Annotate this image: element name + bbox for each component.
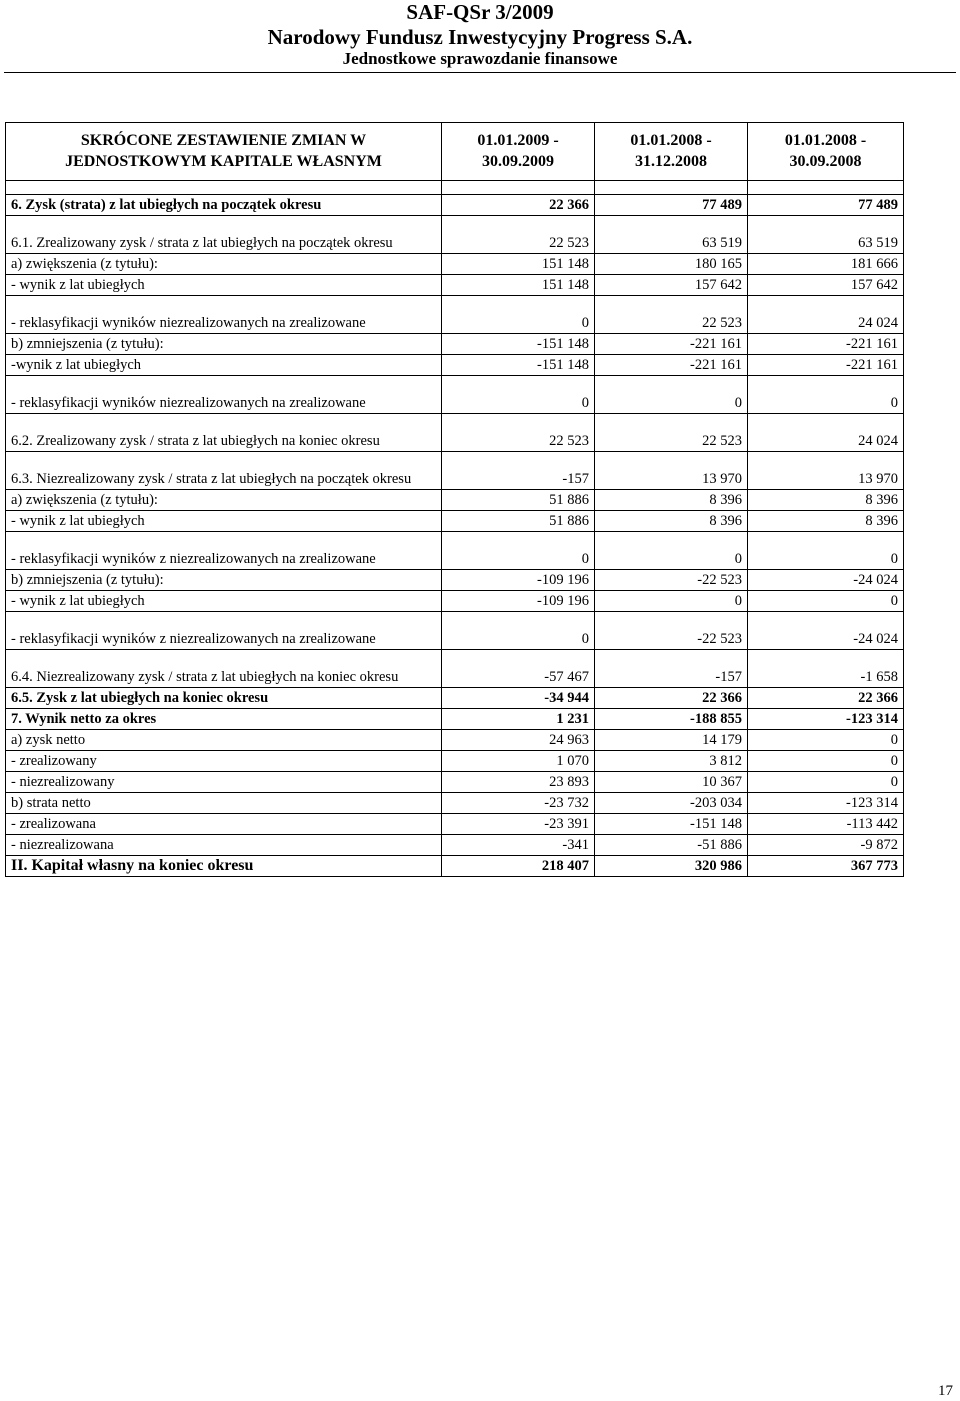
column-header: 01.01.2009 - 30.09.2009 bbox=[442, 123, 595, 181]
row-value: -34 944 bbox=[442, 688, 595, 709]
table-row bbox=[6, 650, 904, 688]
row-value: 22 523 bbox=[442, 216, 595, 254]
table-row bbox=[6, 730, 904, 751]
row-label: a) zysk netto bbox=[6, 730, 442, 751]
row-label: II. Kapitał własny na koniec okresu bbox=[6, 856, 442, 877]
row-value: 367 773 bbox=[748, 856, 904, 877]
row-value: 24 024 bbox=[748, 296, 904, 334]
table-row bbox=[6, 414, 904, 452]
row-value: -24 024 bbox=[748, 612, 904, 650]
row-value: -22 523 bbox=[595, 612, 748, 650]
table-row bbox=[6, 490, 904, 511]
row-value: 14 179 bbox=[595, 730, 748, 751]
row-label: 6.1. Zrealizowany zysk / strata z lat ubiegłych na początek okresu bbox=[6, 216, 442, 254]
row-value: -109 196 bbox=[442, 570, 595, 591]
row-value: 0 bbox=[442, 296, 595, 334]
row-value: -123 314 bbox=[748, 793, 904, 814]
table-row bbox=[6, 275, 904, 296]
table-row bbox=[6, 532, 904, 570]
row-value: -109 196 bbox=[442, 591, 595, 612]
row-label: - zrealizowana bbox=[6, 814, 442, 835]
row-value: 3 812 bbox=[595, 751, 748, 772]
table-title: SKRÓCONE ZESTAWIENIE ZMIAN W JEDNOSTKOWYM KAPITALE WŁASNYM bbox=[6, 123, 442, 181]
row-value: -221 161 bbox=[595, 334, 748, 355]
row-label: - wynik z lat ubiegłych bbox=[6, 511, 442, 532]
row-value: -23 732 bbox=[442, 793, 595, 814]
row-value: 10 367 bbox=[595, 772, 748, 793]
row-value: 13 970 bbox=[595, 452, 748, 490]
column-header: 01.01.2008 - 30.09.2008 bbox=[748, 123, 904, 181]
row-value: 22 366 bbox=[595, 688, 748, 709]
row-value: 13 970 bbox=[748, 452, 904, 490]
row-label: - wynik z lat ubiegłych bbox=[6, 591, 442, 612]
row-value: 77 489 bbox=[748, 195, 904, 216]
row-value: 0 bbox=[442, 612, 595, 650]
row-value: 22 366 bbox=[442, 195, 595, 216]
spacer-cell bbox=[595, 181, 748, 195]
row-label: 6.3. Niezrealizowany zysk / strata z lat ubiegłych na początek okresu bbox=[6, 452, 442, 490]
row-value: 157 642 bbox=[748, 275, 904, 296]
row-value: 0 bbox=[748, 376, 904, 414]
row-value: 24 024 bbox=[748, 414, 904, 452]
row-label: - reklasyfikacji wyników z niezrealizowanych na zrealizowane bbox=[6, 612, 442, 650]
row-value: 63 519 bbox=[595, 216, 748, 254]
row-value: 0 bbox=[595, 532, 748, 570]
row-value: -151 148 bbox=[442, 355, 595, 376]
row-value: -24 024 bbox=[748, 570, 904, 591]
row-value: -221 161 bbox=[748, 334, 904, 355]
row-value: -151 148 bbox=[595, 814, 748, 835]
spacer-row bbox=[6, 181, 904, 195]
row-value: 151 148 bbox=[442, 254, 595, 275]
row-value: 0 bbox=[748, 532, 904, 570]
row-value: 181 666 bbox=[748, 254, 904, 275]
row-value: 0 bbox=[748, 730, 904, 751]
row-value: 1 070 bbox=[442, 751, 595, 772]
table-row bbox=[6, 254, 904, 275]
table-row bbox=[6, 296, 904, 334]
row-value: 151 148 bbox=[442, 275, 595, 296]
row-value: 0 bbox=[595, 591, 748, 612]
row-label: - niezrealizowany bbox=[6, 772, 442, 793]
row-label: - reklasyfikacji wyników z niezrealizowanych na zrealizowane bbox=[6, 532, 442, 570]
row-value: 24 963 bbox=[442, 730, 595, 751]
row-value: -22 523 bbox=[595, 570, 748, 591]
row-label: - reklasyfikacji wyników niezrealizowanych na zrealizowane bbox=[6, 376, 442, 414]
table-header-row bbox=[6, 123, 904, 181]
table-row bbox=[6, 793, 904, 814]
row-label: - niezrealizowana bbox=[6, 835, 442, 856]
row-label: - reklasyfikacji wyników niezrealizowanych na zrealizowane bbox=[6, 296, 442, 334]
table-row bbox=[6, 376, 904, 414]
row-value: 218 407 bbox=[442, 856, 595, 877]
row-label: 6.2. Zrealizowany zysk / strata z lat ubiegłych na koniec okresu bbox=[6, 414, 442, 452]
row-value: 22 523 bbox=[595, 414, 748, 452]
row-value: 180 165 bbox=[595, 254, 748, 275]
row-value: 0 bbox=[748, 591, 904, 612]
row-value: 8 396 bbox=[595, 490, 748, 511]
row-value: -157 bbox=[595, 650, 748, 688]
row-value: -203 034 bbox=[595, 793, 748, 814]
page-number: 17 bbox=[938, 1383, 953, 1399]
row-label: a) zwiększenia (z tytułu): bbox=[6, 254, 442, 275]
table-row bbox=[6, 334, 904, 355]
table-row bbox=[6, 856, 904, 877]
row-value: -57 467 bbox=[442, 650, 595, 688]
row-label: a) zwiększenia (z tytułu): bbox=[6, 490, 442, 511]
spacer-cell bbox=[6, 181, 442, 195]
row-value: 22 366 bbox=[748, 688, 904, 709]
table-row bbox=[6, 709, 904, 730]
row-value: 22 523 bbox=[595, 296, 748, 334]
row-value: 0 bbox=[595, 376, 748, 414]
row-value: 8 396 bbox=[748, 511, 904, 532]
row-label: 6.5. Zysk z lat ubiegłych na koniec okresu bbox=[6, 688, 442, 709]
row-value: 157 642 bbox=[595, 275, 748, 296]
row-label: 6.4. Niezrealizowany zysk / strata z lat ubiegłych na koniec okresu bbox=[6, 650, 442, 688]
row-value: 77 489 bbox=[595, 195, 748, 216]
header-divider bbox=[4, 72, 956, 73]
row-value: -51 886 bbox=[595, 835, 748, 856]
row-label: - wynik z lat ubiegłych bbox=[6, 275, 442, 296]
table-row bbox=[6, 814, 904, 835]
row-value: 320 986 bbox=[595, 856, 748, 877]
table-row bbox=[6, 195, 904, 216]
row-label: b) strata netto bbox=[6, 793, 442, 814]
row-value: 0 bbox=[442, 376, 595, 414]
row-value: 8 396 bbox=[595, 511, 748, 532]
row-value: 22 523 bbox=[442, 414, 595, 452]
row-value: -123 314 bbox=[748, 709, 904, 730]
table-row bbox=[6, 591, 904, 612]
row-value: -9 872 bbox=[748, 835, 904, 856]
row-value: -1 658 bbox=[748, 650, 904, 688]
row-value: -341 bbox=[442, 835, 595, 856]
row-value: -221 161 bbox=[595, 355, 748, 376]
row-value: 51 886 bbox=[442, 511, 595, 532]
row-label: b) zmniejszenia (z tytułu): bbox=[6, 334, 442, 355]
row-label: 7. Wynik netto za okres bbox=[6, 709, 442, 730]
row-value: 0 bbox=[442, 532, 595, 570]
row-value: 23 893 bbox=[442, 772, 595, 793]
row-label: b) zmniejszenia (z tytułu): bbox=[6, 570, 442, 591]
table-row bbox=[6, 511, 904, 532]
table-row bbox=[6, 612, 904, 650]
column-header: 01.01.2008 - 31.12.2008 bbox=[595, 123, 748, 181]
row-label: - zrealizowany bbox=[6, 751, 442, 772]
spacer-cell bbox=[442, 181, 595, 195]
row-label: -wynik z lat ubiegłych bbox=[6, 355, 442, 376]
table-row bbox=[6, 570, 904, 591]
row-label: 6. Zysk (strata) z lat ubiegłych na początek okresu bbox=[6, 195, 442, 216]
row-value: 1 231 bbox=[442, 709, 595, 730]
table-row bbox=[6, 452, 904, 490]
spacer-cell bbox=[748, 181, 904, 195]
row-value: -188 855 bbox=[595, 709, 748, 730]
row-value: 63 519 bbox=[748, 216, 904, 254]
table-row bbox=[6, 688, 904, 709]
row-value: -151 148 bbox=[442, 334, 595, 355]
row-value: 0 bbox=[748, 772, 904, 793]
table-row bbox=[6, 355, 904, 376]
table-row bbox=[6, 772, 904, 793]
equity-changes-table bbox=[5, 122, 904, 877]
row-value: 0 bbox=[748, 751, 904, 772]
company-name: Narodowy Fundusz Inwestycyjny Progress S.A. bbox=[267, 25, 693, 49]
row-value: 8 396 bbox=[748, 490, 904, 511]
table-row bbox=[6, 751, 904, 772]
row-value: -113 442 bbox=[748, 814, 904, 835]
row-value: -221 161 bbox=[748, 355, 904, 376]
report-subtitle: Jednostkowe sprawozdanie finansowe bbox=[342, 49, 618, 68]
report-code: SAF-QSr 3/2009 bbox=[406, 0, 554, 24]
row-value: -23 391 bbox=[442, 814, 595, 835]
table-row bbox=[6, 216, 904, 254]
row-value: -157 bbox=[442, 452, 595, 490]
table-row bbox=[6, 835, 904, 856]
row-value: 51 886 bbox=[442, 490, 595, 511]
